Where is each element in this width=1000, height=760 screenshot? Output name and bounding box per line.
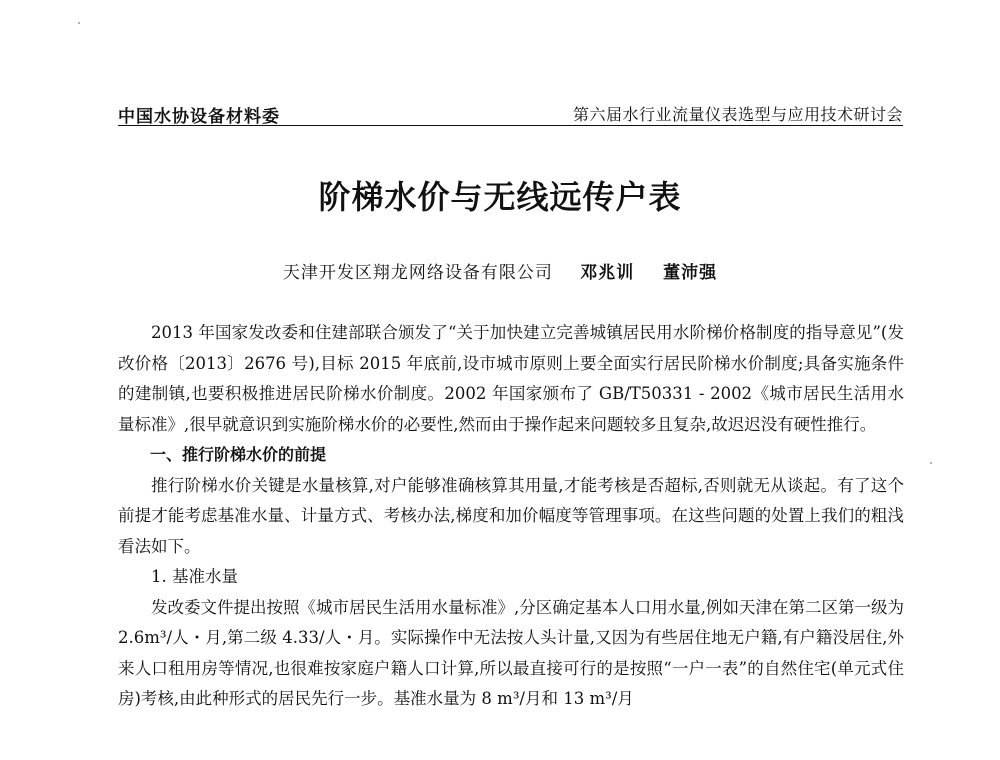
paragraph: 2013 年国家发改委和住建部联合颁发了“关于加快建立完善城镇居民用水阶梯价格制度的指导意见”(发改价格〔2013〕2676 号),目标 2015 年底前,设市城市原则上要全面实行居民阶梯水价制度;具备实施条件的建制镇,也要积极推进居民阶梯水价制度。2002 年国家颁布了 GB/T50331 - 2002《城市居民生活用水量标准》,很早就意识到实施阶梯水价的必要性,然而由于操作起来问题较多且复杂,故迟迟没有硬性推行。 bbox=[118, 323, 904, 434]
header-rule bbox=[118, 125, 903, 126]
body-text bbox=[118, 318, 904, 715]
paragraph: 推行阶梯水价关键是水量核算,对户能够准确核算其用量,才能考核是否超标,否则就无从谈起。有了这个前提才能考虑基准水量、计量方式、考核办法,梯度和加价幅度等管理事项。在这些问题的处置上我们的粗浅看法如下。 bbox=[118, 475, 904, 556]
running-header bbox=[118, 98, 903, 127]
scan-speck bbox=[78, 22, 80, 24]
scan-speck bbox=[930, 462, 932, 464]
author-names bbox=[580, 263, 717, 283]
header-organization: 中国水协设备材料委 bbox=[118, 107, 280, 127]
author-name: 董沛强 bbox=[663, 263, 718, 283]
section-heading: 一、推行阶梯水价的前提 bbox=[150, 445, 327, 464]
paper-title: 阶梯水价与无线远传户表 bbox=[318, 178, 682, 216]
author-line bbox=[0, 258, 1000, 283]
author-organization: 天津开发区翔龙网络设备有限公司 bbox=[282, 263, 553, 283]
subsection-heading: 1. 基准水量 bbox=[151, 567, 238, 586]
paragraph: 发改委文件提出按照《城市居民生活用水量标准》,分区确定基本人口用水量,例如天津在第二区第一级为 2.6m³/人・月,第二级 4.33/人・月。实际操作中无法按人头计量,又因为有些居住地无户籍,有户籍没居住,外来人口租用房等情况,也很难按家庭户籍人口计算,所以最直接可行的是按照“一户一表”的自然住宅(单元式住房)考核,由此种形式的居民先行一步。基准水量为 8 m³/月和 13 m³/月 bbox=[118, 597, 904, 708]
header-conference: 第六届水行业流量仪表选型与应用技术研讨会 bbox=[572, 105, 903, 124]
author-name: 邓兆训 bbox=[580, 263, 635, 283]
